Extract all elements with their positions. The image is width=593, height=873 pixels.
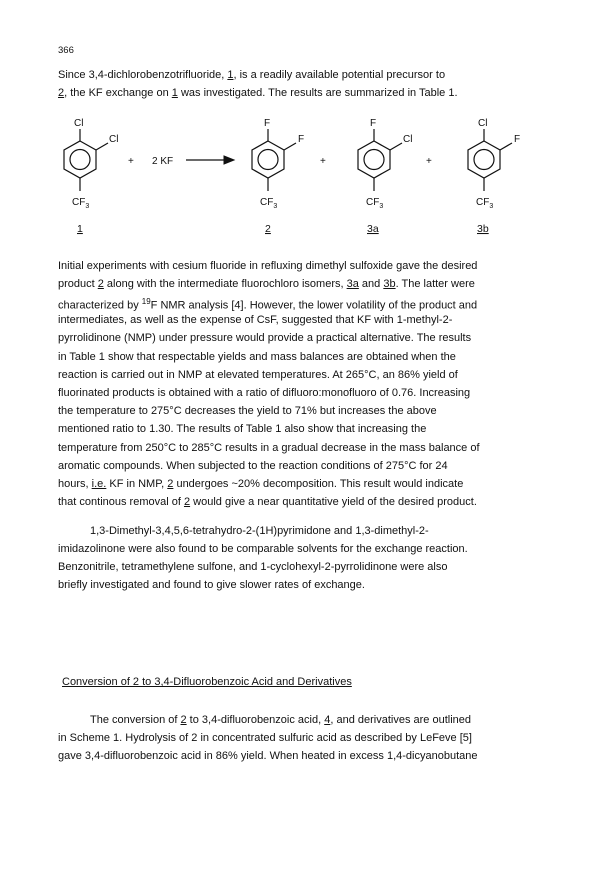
text-line: pyrrolidinone (NMP) under pressure would provide a practical alternative. The results: [58, 332, 472, 344]
text-line: that continous removal of 2 would give a near quantitative yield of the desired product.: [58, 496, 477, 508]
text-line: gave 3,4-difluorobenzoic acid in 86% yield. When heated in excess 1,4-dicyanobutane: [58, 750, 478, 762]
intro-line-1: Since 3,4-dichlorobenzotrifluoride, 1, is a readily available potential precursor to: [58, 69, 446, 81]
text-line: temperature from 250°C to 285°C results in a gradual decrease in the mass balance of: [58, 442, 480, 454]
text-line: reaction is carried out in NMP at elevated temperatures. At 265°C, an 86% yield of: [58, 369, 458, 381]
text-line: mentioned ratio to 1.30. The results of Table 1 also show that increasing the: [58, 423, 427, 435]
cl-label: Cl: [478, 118, 488, 129]
cf3-label: $CF_3$: [366, 197, 384, 210]
text-line: Initial experiments with cesium fluoride in refluxing dimethyl sulfoxide gave the desired: [58, 260, 478, 272]
reagent-label: 2 KF: [152, 156, 174, 167]
text-line: in Scheme 1. Hydrolysis of 2 in concentrated sulfuric acid as described by LeFeve [5]: [58, 732, 472, 744]
plus-sign: +: [320, 156, 326, 167]
text-line: Benzonitrile, tetramethylene sulfone, and 1-cyclohexyl-2-pyrrolidinone were also: [58, 561, 448, 573]
f-label: F: [298, 134, 305, 145]
cf3-label: $CF_3$: [72, 197, 90, 210]
text-line: in Table 1 show that respectable yields and mass balances are obtained when the: [58, 351, 456, 363]
compound-label-2: 2: [265, 223, 271, 235]
page-number: 366: [58, 45, 74, 56]
cl-label: Cl: [109, 134, 119, 145]
compound-label-3a: 3a: [367, 223, 379, 235]
reaction-arrow: [186, 156, 234, 164]
section-heading: Conversion of 2 to 3,4-Difluorobenzoic Acid and Derivatives: [62, 676, 352, 688]
text-line: fluorinated products is obtained with a ratio of difluoro:monofluoro of 0.76. Increasing: [58, 387, 471, 399]
cl-label: Cl: [403, 134, 413, 145]
text-line: briefly investigated and found to give slower rates of exchange.: [58, 579, 365, 591]
compound-3b-structure: [468, 118, 520, 235]
compound-label-3b: 3b: [477, 223, 489, 235]
text-line: intermediates, as well as the expense of CsF, suggested that KF with 1-methyl-2-: [58, 314, 453, 326]
plus-sign: +: [128, 156, 134, 167]
text-line: The conversion of 2 to 3,4-difluorobenzoic acid, 4, and derivatives are outlined: [90, 714, 471, 726]
cl-label: Cl: [74, 118, 84, 129]
compound-1-structure: [64, 118, 118, 235]
cf3-label: $CF_3$: [476, 197, 494, 210]
text-line: hours, i.e. KF in NMP, 2 undergoes ~20% decomposition. This result would indicate: [58, 478, 464, 490]
f-label: F: [370, 118, 377, 129]
compound-2-structure: [252, 118, 304, 235]
text-line: aromatic compounds. When subjected to the reaction conditions of 275°C for 24: [58, 460, 448, 472]
compound-3a-structure: [358, 118, 412, 235]
cf3-label: $CF_3$: [260, 197, 278, 210]
compound-label-1: 1: [77, 223, 83, 235]
text-line: 1,3-Dimethyl-3,4,5,6-tetrahydro-2-(1H)pyrimidone and 1,3-dimethyl-2-: [90, 525, 429, 537]
f-label: F: [514, 134, 521, 145]
plus-sign: +: [426, 156, 432, 167]
f-label: F: [264, 118, 271, 129]
text-line: product 2 along with the intermediate fluorochloro isomers, 3a and 3b. The latter were: [58, 278, 475, 290]
text-line: characterized by $^{19}$F NMR analysis [4]. However, the lower volatility of the product and: [58, 297, 478, 312]
text-line: imidazolinone were also found to be comparable solvents for the exchange reaction.: [58, 543, 468, 555]
intro-line-2: 2, the KF exchange on 1 was investigated. The results are summarized in Table 1.: [58, 87, 458, 99]
reaction-scheme: [58, 112, 538, 238]
text-line: the temperature to 275°C decreases the yield to 71% but increases the above: [58, 405, 437, 417]
